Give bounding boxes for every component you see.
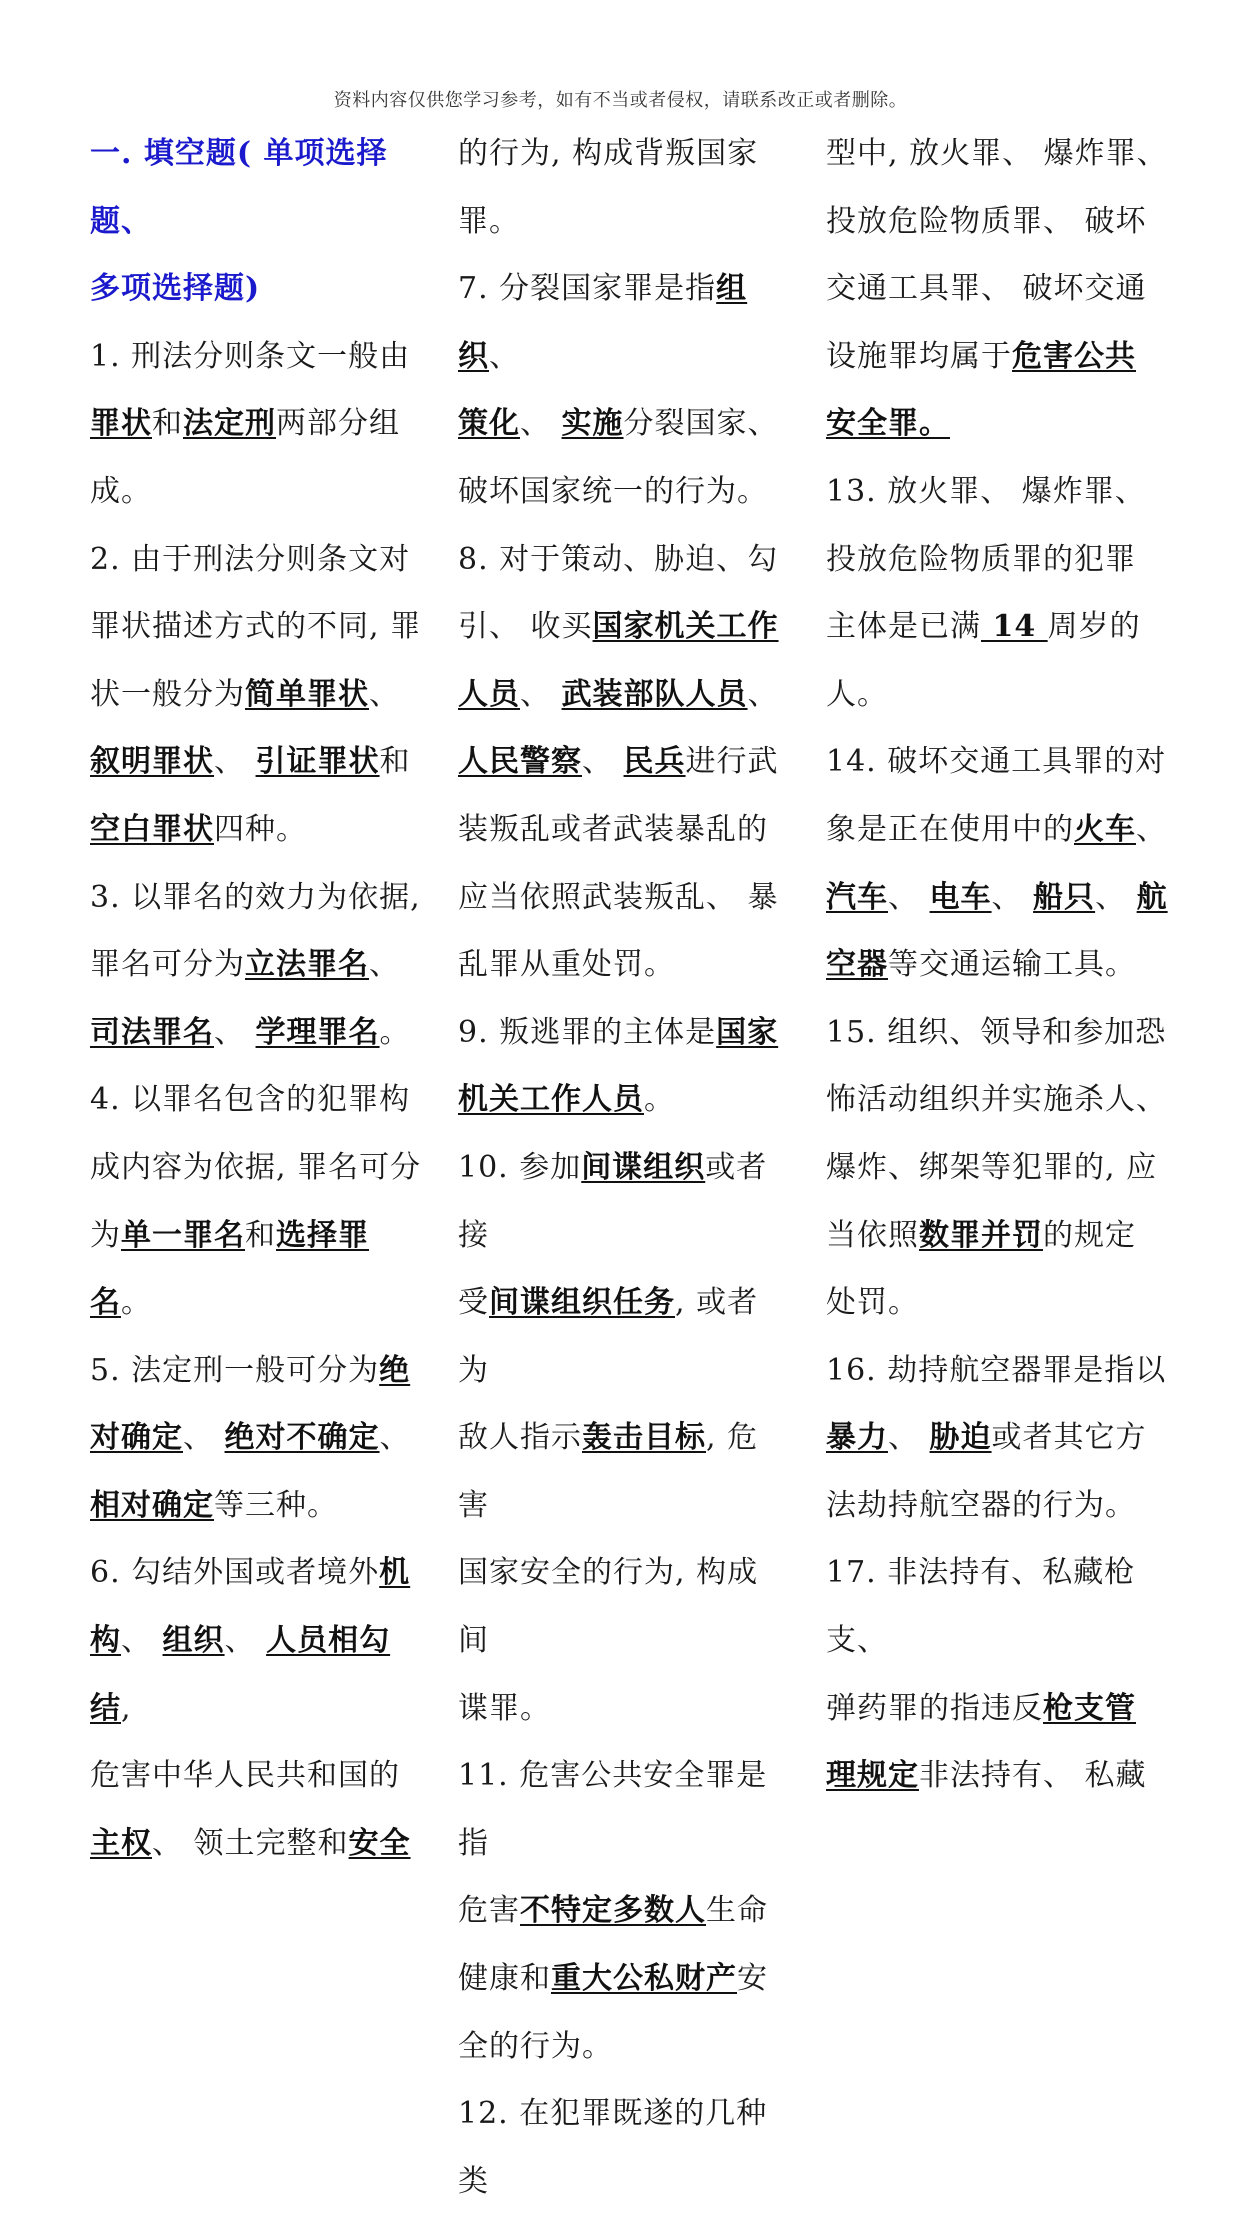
answer-blank: 汽车 <box>826 879 888 915</box>
text-column-3 <box>826 120 1176 1810</box>
body-text: 12. 在犯罪既遂的几种类 <box>458 2096 768 2199</box>
answer-blank: 胁迫 <box>929 1420 992 1456</box>
body-text: 怖活动组织并实施杀人、 <box>826 1082 1167 1118</box>
body-text: 、 领土完整和 <box>152 1825 349 1861</box>
body-text: 或者其它方 <box>991 1420 1147 1456</box>
body-text: 处罚。 <box>826 1285 919 1321</box>
text-column-2 <box>458 120 788 2215</box>
answer-blank: 机 <box>379 1555 411 1591</box>
body-text: 当依照 <box>826 1217 919 1253</box>
answer-blank: 选择罪名 <box>90 1217 369 1321</box>
body-text: , 危害 <box>458 1420 759 1523</box>
body-text: 进行武 <box>685 744 779 780</box>
body-text: 和 <box>379 744 411 780</box>
body-text: 周岁的人。 <box>826 609 1141 712</box>
body-text: 、 <box>520 676 562 712</box>
body-text: 14. 破坏交通工具罪的对 <box>826 744 1167 780</box>
body-text: 。 <box>644 1082 675 1118</box>
body-text: 投放危险物质罪的犯罪 <box>826 541 1136 577</box>
body-text: 国家安全的行为, 构成间 <box>458 1555 759 1659</box>
body-text: 危害中华人民共和国的 <box>90 1758 400 1794</box>
body-text: 等交通运输工具。 <box>888 947 1136 983</box>
body-text: 1. 刑法分则条文一般由 <box>90 338 411 374</box>
body-text: 、 <box>582 744 624 780</box>
answer-blank: 实施 <box>561 406 624 442</box>
body-text: 交通工具罪、 破坏交通 <box>826 271 1147 307</box>
answer-blank: 罪状 <box>90 406 152 442</box>
body-text: 主体是已满 <box>826 609 981 645</box>
body-text: 17. 非法持有、私藏枪支、 <box>826 1555 1136 1659</box>
answer-blank: 司法罪名 <box>90 1014 214 1050</box>
body-text: 乱罪从重处罚。 <box>458 947 675 983</box>
body-text: 成。 <box>90 473 152 509</box>
body-text: 、 <box>1136 811 1167 847</box>
body-text: 、 <box>520 406 562 442</box>
answer-blank: 学理罪名 <box>255 1014 380 1050</box>
answer-blank: 船只 <box>1033 879 1096 915</box>
answer-blank: 电车 <box>929 879 992 915</box>
page-header-notice: 资料内容仅供您学习参考，如有不当或者侵权，请联系改正或者删除。 <box>333 90 908 111</box>
body-text: 、 <box>121 1623 163 1659</box>
body-text: 或者接 <box>458 1149 768 1253</box>
body-text: 9. 叛逃罪的主体是 <box>458 1014 717 1050</box>
answer-blank: 航 <box>1136 879 1168 915</box>
body-text: 弹药罪的指违反 <box>826 1690 1043 1726</box>
body-text: 罪名可分为 <box>90 947 245 983</box>
answer-blank: 人民警察 <box>458 744 582 780</box>
body-text: 、 <box>379 1420 411 1456</box>
body-text: 3. 以罪名的效力为依据, <box>90 879 421 915</box>
answer-blank: 暴力 <box>826 1420 888 1456</box>
body-text: 8. 对于策动、胁迫、勾 <box>458 541 779 577</box>
answer-blank: 引证罪状 <box>255 744 380 780</box>
body-text: 投放危险物质罪、 破坏 <box>826 203 1147 239</box>
answer-blank: 立法罪名 <box>245 947 369 983</box>
answer-blank: 理规定 <box>826 1758 919 1794</box>
body-text: , <box>121 1690 132 1726</box>
section-heading: 一. 填空题( 单项选择题、 <box>90 136 388 239</box>
answer-blank: 主权 <box>90 1825 152 1861</box>
body-text: 、 <box>214 1014 256 1050</box>
body-text: 。 <box>121 1285 152 1321</box>
answer-blank: 14 <box>981 609 1048 645</box>
answer-blank: 间谍组织 <box>581 1149 706 1185</box>
body-text: 和 <box>152 406 183 442</box>
answer-blank: 数罪并罚 <box>919 1217 1043 1253</box>
body-text: 、 <box>369 676 400 712</box>
answer-blank: 安全罪。 <box>826 406 950 442</box>
answer-blank: 绝对不确定 <box>224 1420 380 1456</box>
body-text: 、 <box>489 338 520 374</box>
body-text: 成内容为依据, 罪名可分 <box>90 1149 422 1185</box>
body-text: 10. 参加 <box>458 1149 582 1185</box>
body-text: 两部分组 <box>276 406 400 442</box>
body-text: 和 <box>245 1217 276 1253</box>
answer-blank: 空白罪状 <box>90 811 214 847</box>
body-text: 生命 <box>706 1893 768 1929</box>
body-text: 应当依照武装叛乱、 暴 <box>458 879 779 915</box>
answer-blank: 人员 <box>458 676 520 712</box>
body-text: 、 <box>369 947 400 983</box>
body-text: 等三种。 <box>214 1487 338 1523</box>
answer-blank: 轰击目标 <box>582 1420 706 1456</box>
answer-blank: 机关工作人员 <box>458 1082 644 1118</box>
answer-blank: 国家 <box>716 1014 779 1050</box>
answer-blank: 相对确定 <box>90 1487 214 1523</box>
answer-blank: 单一罪名 <box>121 1217 245 1253</box>
body-text: 破坏国家统一的行为。 <box>458 473 768 509</box>
section-heading: 多项选择题) <box>90 271 261 307</box>
body-text: 7. 分裂国家罪是指 <box>458 271 717 307</box>
answer-blank: 空器 <box>826 947 888 983</box>
body-text: 、 <box>183 1420 225 1456</box>
answer-blank: 安全 <box>348 1825 411 1861</box>
answer-blank: 重大公私财产 <box>551 1961 737 1997</box>
body-text: 状一般分为 <box>90 676 245 712</box>
body-text: 装叛乱或者武装暴乱的 <box>458 811 768 847</box>
answer-blank: 简单罪状 <box>245 676 369 712</box>
answer-blank: 间谍组织任务 <box>489 1285 675 1321</box>
body-text: 四种。 <box>214 811 307 847</box>
body-text: 、 <box>224 1623 267 1659</box>
answer-blank: 对确定 <box>90 1420 183 1456</box>
body-text: 敌人指示 <box>458 1420 582 1456</box>
body-text: 6. 勾结外国或者境外 <box>90 1555 380 1591</box>
body-text: 、 <box>991 879 1034 915</box>
body-text: 11. 危害公共安全罪是指 <box>458 1758 768 1861</box>
body-text: 的行为, 构成背叛国家罪。 <box>458 136 759 239</box>
answer-blank: 枪支管 <box>1043 1690 1136 1726</box>
body-text: , 或者为 <box>458 1285 759 1388</box>
body-text: 16. 劫持航空器罪是指以 <box>826 1352 1167 1388</box>
body-text: 罪状描述方式的不同, 罪 <box>90 609 422 645</box>
body-text: 引、 收买 <box>458 609 593 645</box>
body-text: 全的行为。 <box>458 2028 613 2064</box>
answer-blank: 危害公共 <box>1012 338 1136 374</box>
answer-blank: 法定刑 <box>183 406 276 442</box>
answer-blank: 绝 <box>379 1352 411 1388</box>
body-text: 13. 放火罪、 爆炸罪、 <box>826 473 1146 509</box>
answer-blank: 火车 <box>1074 811 1136 847</box>
body-text: 设施罪均属于 <box>826 338 1012 374</box>
body-text: 5. 法定刑一般可分为 <box>90 1352 380 1388</box>
body-text: 、 <box>747 676 779 712</box>
body-text: 健康和 <box>458 1961 551 1997</box>
answer-blank: 国家机关工作 <box>592 609 779 645</box>
body-text: 受 <box>458 1285 489 1321</box>
body-text: 爆炸、绑架等犯罪的, 应 <box>826 1149 1158 1185</box>
body-text: 15. 组织、领导和参加恐 <box>826 1014 1167 1050</box>
answer-blank: 构 <box>90 1623 121 1659</box>
body-text: 的规定 <box>1043 1217 1136 1253</box>
body-text: 法劫持航空器的行为。 <box>826 1487 1136 1523</box>
text-column-1 <box>90 120 425 1877</box>
answer-blank: 民兵 <box>623 744 686 780</box>
body-text: 非法持有、 私藏 <box>919 1758 1147 1794</box>
body-text: 4. 以罪名包含的犯罪构 <box>90 1082 411 1118</box>
body-text: 谍罪。 <box>458 1690 551 1726</box>
body-text: 、 <box>888 879 930 915</box>
answer-blank: 策化 <box>458 406 520 442</box>
body-text: 2. 由于刑法分则条文对 <box>90 541 411 577</box>
answer-blank: 不特定多数人 <box>520 1893 706 1929</box>
answer-blank: 人员相勾结 <box>90 1623 391 1726</box>
body-text: 分裂国家、 <box>623 406 779 442</box>
answer-blank: 组织 <box>162 1623 225 1659</box>
body-text: 、 <box>888 1420 930 1456</box>
body-text: 危害 <box>458 1893 520 1929</box>
body-text: 、 <box>214 744 256 780</box>
answer-blank: 叙明罪状 <box>90 744 214 780</box>
answer-blank: 组织 <box>458 271 748 374</box>
body-text: 为 <box>90 1217 121 1253</box>
body-text: 型中, 放火罪、 爆炸罪、 <box>826 136 1168 171</box>
body-text: 。 <box>379 1014 411 1050</box>
answer-blank: 武装部队人员 <box>561 676 748 712</box>
body-text: 安 <box>737 1961 768 1997</box>
body-text: 、 <box>1095 879 1137 915</box>
body-text: 象是正在使用中的 <box>826 811 1074 847</box>
